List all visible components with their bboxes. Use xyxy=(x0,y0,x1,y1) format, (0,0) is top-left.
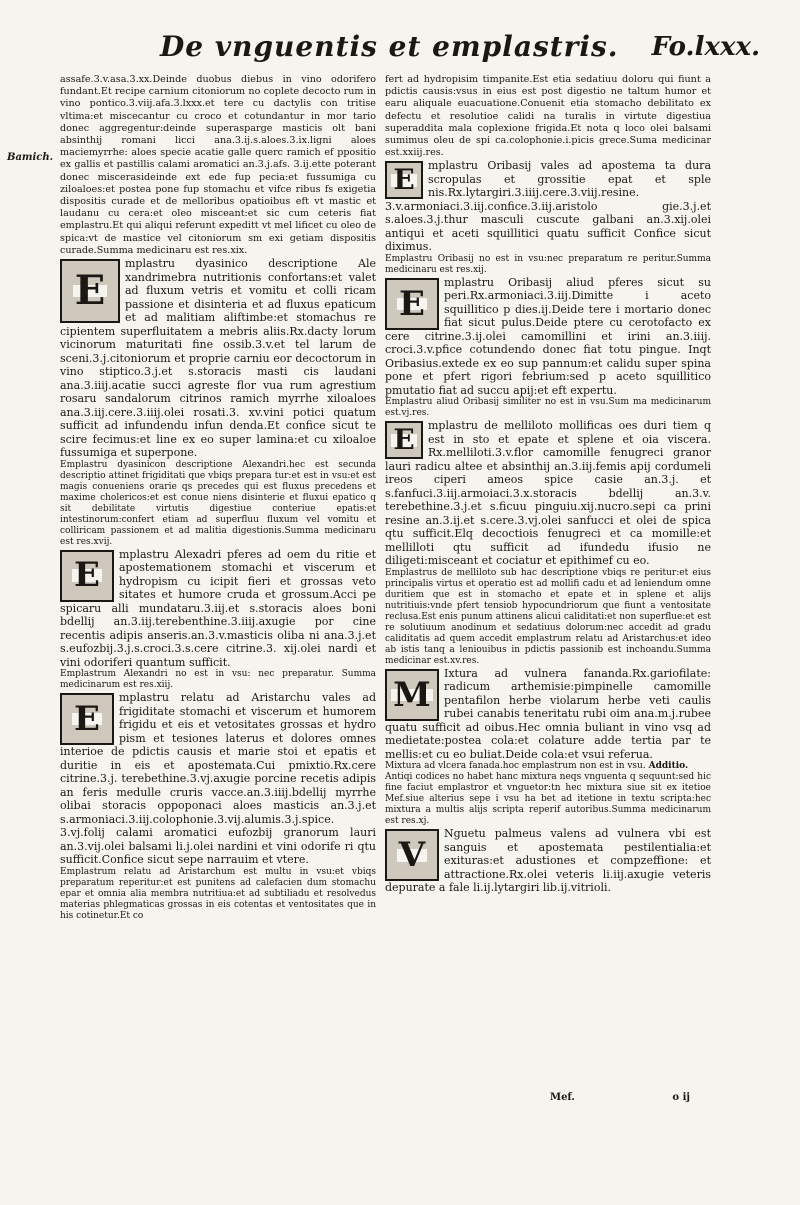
left-rubric-2: Emplastrum Alexandri no est in vsu: nec preparatur. Summa medicinarum est res.xiij. xyxy=(60,669,376,691)
right-paragraph-5: Ixtura ad vulnera fananda.Rx.gariofilate: radicum arthemisie:pimpinelle camomille pentafilon herbe violarum herbe veti caulis rubei canabis teneritatu rubi oim ana.m.j.rubee quatu sufficit ad oibus.Hec omnia buliant in vino vsq ad medietate:postea cola:et colature adde tertia par te mellis:et cu eo buliat.Deide cola:et vsui referua. xyxy=(385,666,711,761)
left-paragraph-2: mplastru dyasinico descriptione Ale xandrimebra nutritionis confortans:et valet ad fluxum vetris et vomitu et colli ricam passione et disinteria et ad fluxus epaticum et ad malitiam aliftimbe:et stomachus re cipientem superfluitatem a mebris aliis.Rx.dacty lorum vicinorum maturitati fine ossib.3.v.et tel larum de sceni.3.j.citoniorum et proprie carniu eor decoctorum in vino stiptico.3.j.et s.storacis masti cis laudani ana.3.iiij.acatie succi agreste flor vua rum agrestium rosaru sandalorum citrinos ramich myrrhe xiloaloes ana.3.iij.cere.3.iiij.olei rosati.3. xv.vini potici quatum sufficit ad infundendu infun denda.Et confice sicut te scire fecimus:et line ex eo super lamina:et cu xiloaloe fussumiga et superpone. xyxy=(60,257,376,460)
right-paragraph-2: mplastru Oribasij vales ad apostema ta dura scropulas et grossitie epat et sple nis.Rx.lytargiri.3.iiij.cere.3.viij.resine. 3.v.armoniaci.3.iij.confice.3.iij.aristolo gie.3.j.et s.aloes.3.j.thur masculi cuscute galbani an.3.xij.olei antiqui et aceti squillitici quatu sufficit Confice sicut diximus. xyxy=(385,159,711,254)
running-title: De vnguentis et emplastris. xyxy=(160,30,619,63)
signature-mark: o ij xyxy=(672,1092,690,1103)
initial-v-ornament: V xyxy=(385,829,439,881)
folio-number: Fo.lxxx. xyxy=(651,32,760,62)
left-paragraph-3: mplastru Alexadri pferes ad oem du ritie et apostemationem stomachi et viscerum et hydropism cu icipit fieri et grossas veto sitates et humore cruda et grossum.Acci pe spicaru alli mundataru.3.iij.et s.storacis aloes boni bdellij an.3.iij.terebenthine.3.iiij.axugie por cine recentis adipis anseris.an.3.v.masticis oliba ni ana.3.j.et s.eufozbij.3.j.s.croci.3.s.cere citrine.3. xij.olei nardi et vini odoriferi quantum sufficit. xyxy=(60,547,376,669)
initial-e-ornament: E xyxy=(385,421,423,459)
page-header xyxy=(60,30,780,74)
left-rubric-1: Emplastru dyasinicon descriptione Alexandri.hec est secunda descriptio attinet frigiditati que vbiqs prepara tur:et est in vsu:et est magis conueniens orarie qs precedes qui est fluxus precedens et maxime cholericos:et est conue niens disinterie et fluxui epatico q sit debilitate virtutis digestiue conteriue epatis:et intestinorum:confert etiam ad superfluu fluxum vel vomitu et colliricam passionem et ad malitia digestionis.Summa medicinaru est res.xvij. xyxy=(60,459,376,547)
left-paragraph-4: mplastru relatu ad Aristarchu vales ad frigiditate stomachi et viscerum et humorem frigidu et eis et vetositates grossas et hydro pism et tesiones laterus et dolores omnes interioe de pdictis causis et marie stoi et epatis et duritie in eis et apostemata.Cui pmixtio.Rx.cere citrine.3.j. terebethine.3.vj.axugie porcine recetis adipis an feris medulle cruris vacce.an.3.iiij.bdellij myrrhe olibai storacis oppoponaci aloes masticis an.3.j.et s.armoniaci.3.iij.colophonie.3.vij.alumis.3.j.spice. 3.vj.folij calami aromatici eufozbij granorum lauri an.3.vij.olei balsami li.j.olei nardini et vini odorife ri qtu sufficit.Confice sicut sepe narrauim et vtere. xyxy=(60,691,376,867)
page-footer xyxy=(400,1092,710,1108)
right-rubric-1: Emplastru Oribasij no est in vsu:nec preparatum re peritur.Summa medicinaru est res.xij. xyxy=(385,253,711,275)
right-rubric-5: Antiqi codices no habet hanc mixtura neqs vnguenta q sequunt:sed hic fine faciut emplastror et vnguetor:tn hec mixtura siue sit ex itetioe Mef.siue alterius sepe i vsu ha bet ad itetione in textu scripta:hec mixtura a multis alijs scripta reperif autoribus.Summa medicinarum est res.xj. xyxy=(385,772,711,827)
right-paragraph-3: mplastru Oribasij aliud pferes sicut su peri.Rx.armoniaci.3.iij.Dimitte i aceto squillitico p dies.ij.Deide tere i mortario donec fiat sicut pulus.Deide ptere cu cerotofacto ex cere citrine.3.ij.olei camomillini et irini an.3.iiij. croci.3.v.pfice cotundendo donec fiat totu pingue. Inqt Oribasius.extede ex eo sup pannum:et calidu super spina pone et pfert rigori febrium:sed p aceto squillitico pmutatio fiat ad succu apij:et eft expertu. xyxy=(385,275,711,397)
initial-e-ornament: E xyxy=(60,550,114,602)
right-rubric-2: Emplastru aliud Oribasij similiter no est in vsu.Sum ma medicinarum est.vj.res. xyxy=(385,397,711,419)
right-column xyxy=(385,74,711,895)
additio-heading: Additio. xyxy=(648,761,689,772)
right-paragraph-6: Nguetu palmeus valens ad vulnera vbi est sanguis et apostemata pestilentialia:et exituras:et adustiones et compzeffione: et attractione.Rx.olei veteris li.iij.axugie veteris depurate a fale li.ij.lytargiri lib.ij.vitrioli. xyxy=(385,827,711,895)
right-rubric-4 xyxy=(385,761,711,772)
initial-e-ornament: E xyxy=(60,693,114,745)
left-paragraph-1: assafe.3.v.asa.3.xx.Deinde duobus diebus in vino odorifero fundant.Et recipe carnium citoniorum no coplete decocto rum in vino pontico.3.viij.afa.3.lxxx.et tere cu dactylis con tritise vltima:et miscecantur cu croco et cotundantur in mor tario donec aggregentur:deinde superasparge masticis olt bani absinthij romani licci ana.3.ij.s.aloes.3.ix.ligni aloes maciemyrrhe: aloes specie acatie galle querc ramich ef ppositio ex gallis et pastillis calami aromatici an.3.j.afs. 3.ij.ette poterant donec miscerasideinde ext ede fup pecia:et fussumiga cu ziloaloes:et postea pone fup stomachu et vifce ribus fs exigetia dispositis curade et de melloribus opatioibus eft vt mastic et laudanu cu cera:et oleo misceant:et sic cum ceteris fiat emplastru.Et qui aliqui referunt expeditt vt mel lificet cu oleo de spica:vt de mastice vel citoniorum sm exi getiam dispositis curade.Summa medicinaru est res.xix. xyxy=(60,74,376,256)
rubric-text: Mixtura ad vlcera fanada.hoc emplastrum non est in vsu. xyxy=(385,761,646,772)
initial-e-ornament: E xyxy=(60,259,120,323)
catchword: Mef. xyxy=(550,1092,575,1103)
initial-m-ornament: M xyxy=(385,669,439,721)
left-rubric-3: Emplastrum relatu ad Aristarchum est multu in vsu:et vbiqs preparatum reperitur:et est punitens ad calefacien dum stomachu epar et omnia alia membra nutritiua:et ad subtiliadu et resolvedus materias phlegmaticas grossas in eis cotentas et ventositates que in his cotinetur.Et co xyxy=(60,866,376,921)
initial-e-ornament: E xyxy=(385,278,439,330)
initial-e-ornament: E xyxy=(385,161,423,199)
right-paragraph-1: fert ad hydropisim timpanite.Est etia sedatiuu doloru qui fiunt a pdictis causis:vsus in eius est post digestio ne taltum humor et earu aliquale euacuatione.Conuenit etia stomacho debilitato ex defectu et resolutioe calidi na turalis in virtute digestiua superaddita mala coplexione frigida.Et nota q loco olei balsami sumimus oleu de spi ca.colophonie.i.picis grece.Suma medicinar est.xxiij.res. xyxy=(385,74,711,159)
right-paragraph-4: mplastru de melliloto mollificas oes duri tiem q est in sto et epate et splene et oia viscera. Rx.melliloti.3.v.flor camomille fenugreci granor lauri radicu altee et absinthij an.3.iij.femis apij cordumeli ireos ciperi ameos spice casie an.3.j. et s.fanfuci.3.iij.armoiaci.3.x.storacis bdellij an.3.v. terebethine.3.j.et s.ficuu pinguiu.xij.nucro.sepi ca prini resine an.3.ij.et s.cere.3.vj.olei sanfucci et olei de spica qtu sufficit.Elq decoctiois fenugreci et ca momille:et mellilloti qtu sufficit ad ifundedu ifusio ne diligeti:misceant et cociatur et epithimef cu eo. xyxy=(385,419,711,568)
margin-note: Bamich. xyxy=(7,152,54,163)
left-column xyxy=(60,74,376,922)
right-rubric-3: Emplastrus de melliloto sub hac descriptione vbiqs re peritur:et eius principalis virtus et operatio est ad mollifi cadu et ad leniendum omne duritiem que est in stomacho et epate et in splene et alijs nutritiuis:vnde pfert tensiob hypocundriorum que fiunt a ventositate reclusa.Est enis punum attinens alicui caliditati:et non superflue:et est re solutiuum anodinum et sedatiuus dolorum:nec accedit ad gradu caliditatis ad quem accedit emplastrum relatu ad Aristarchus:et ideo ab istis tanq a leniouibus in pdictis passionib est inchoandu.Summa medicinar est.xv.res. xyxy=(385,567,711,666)
